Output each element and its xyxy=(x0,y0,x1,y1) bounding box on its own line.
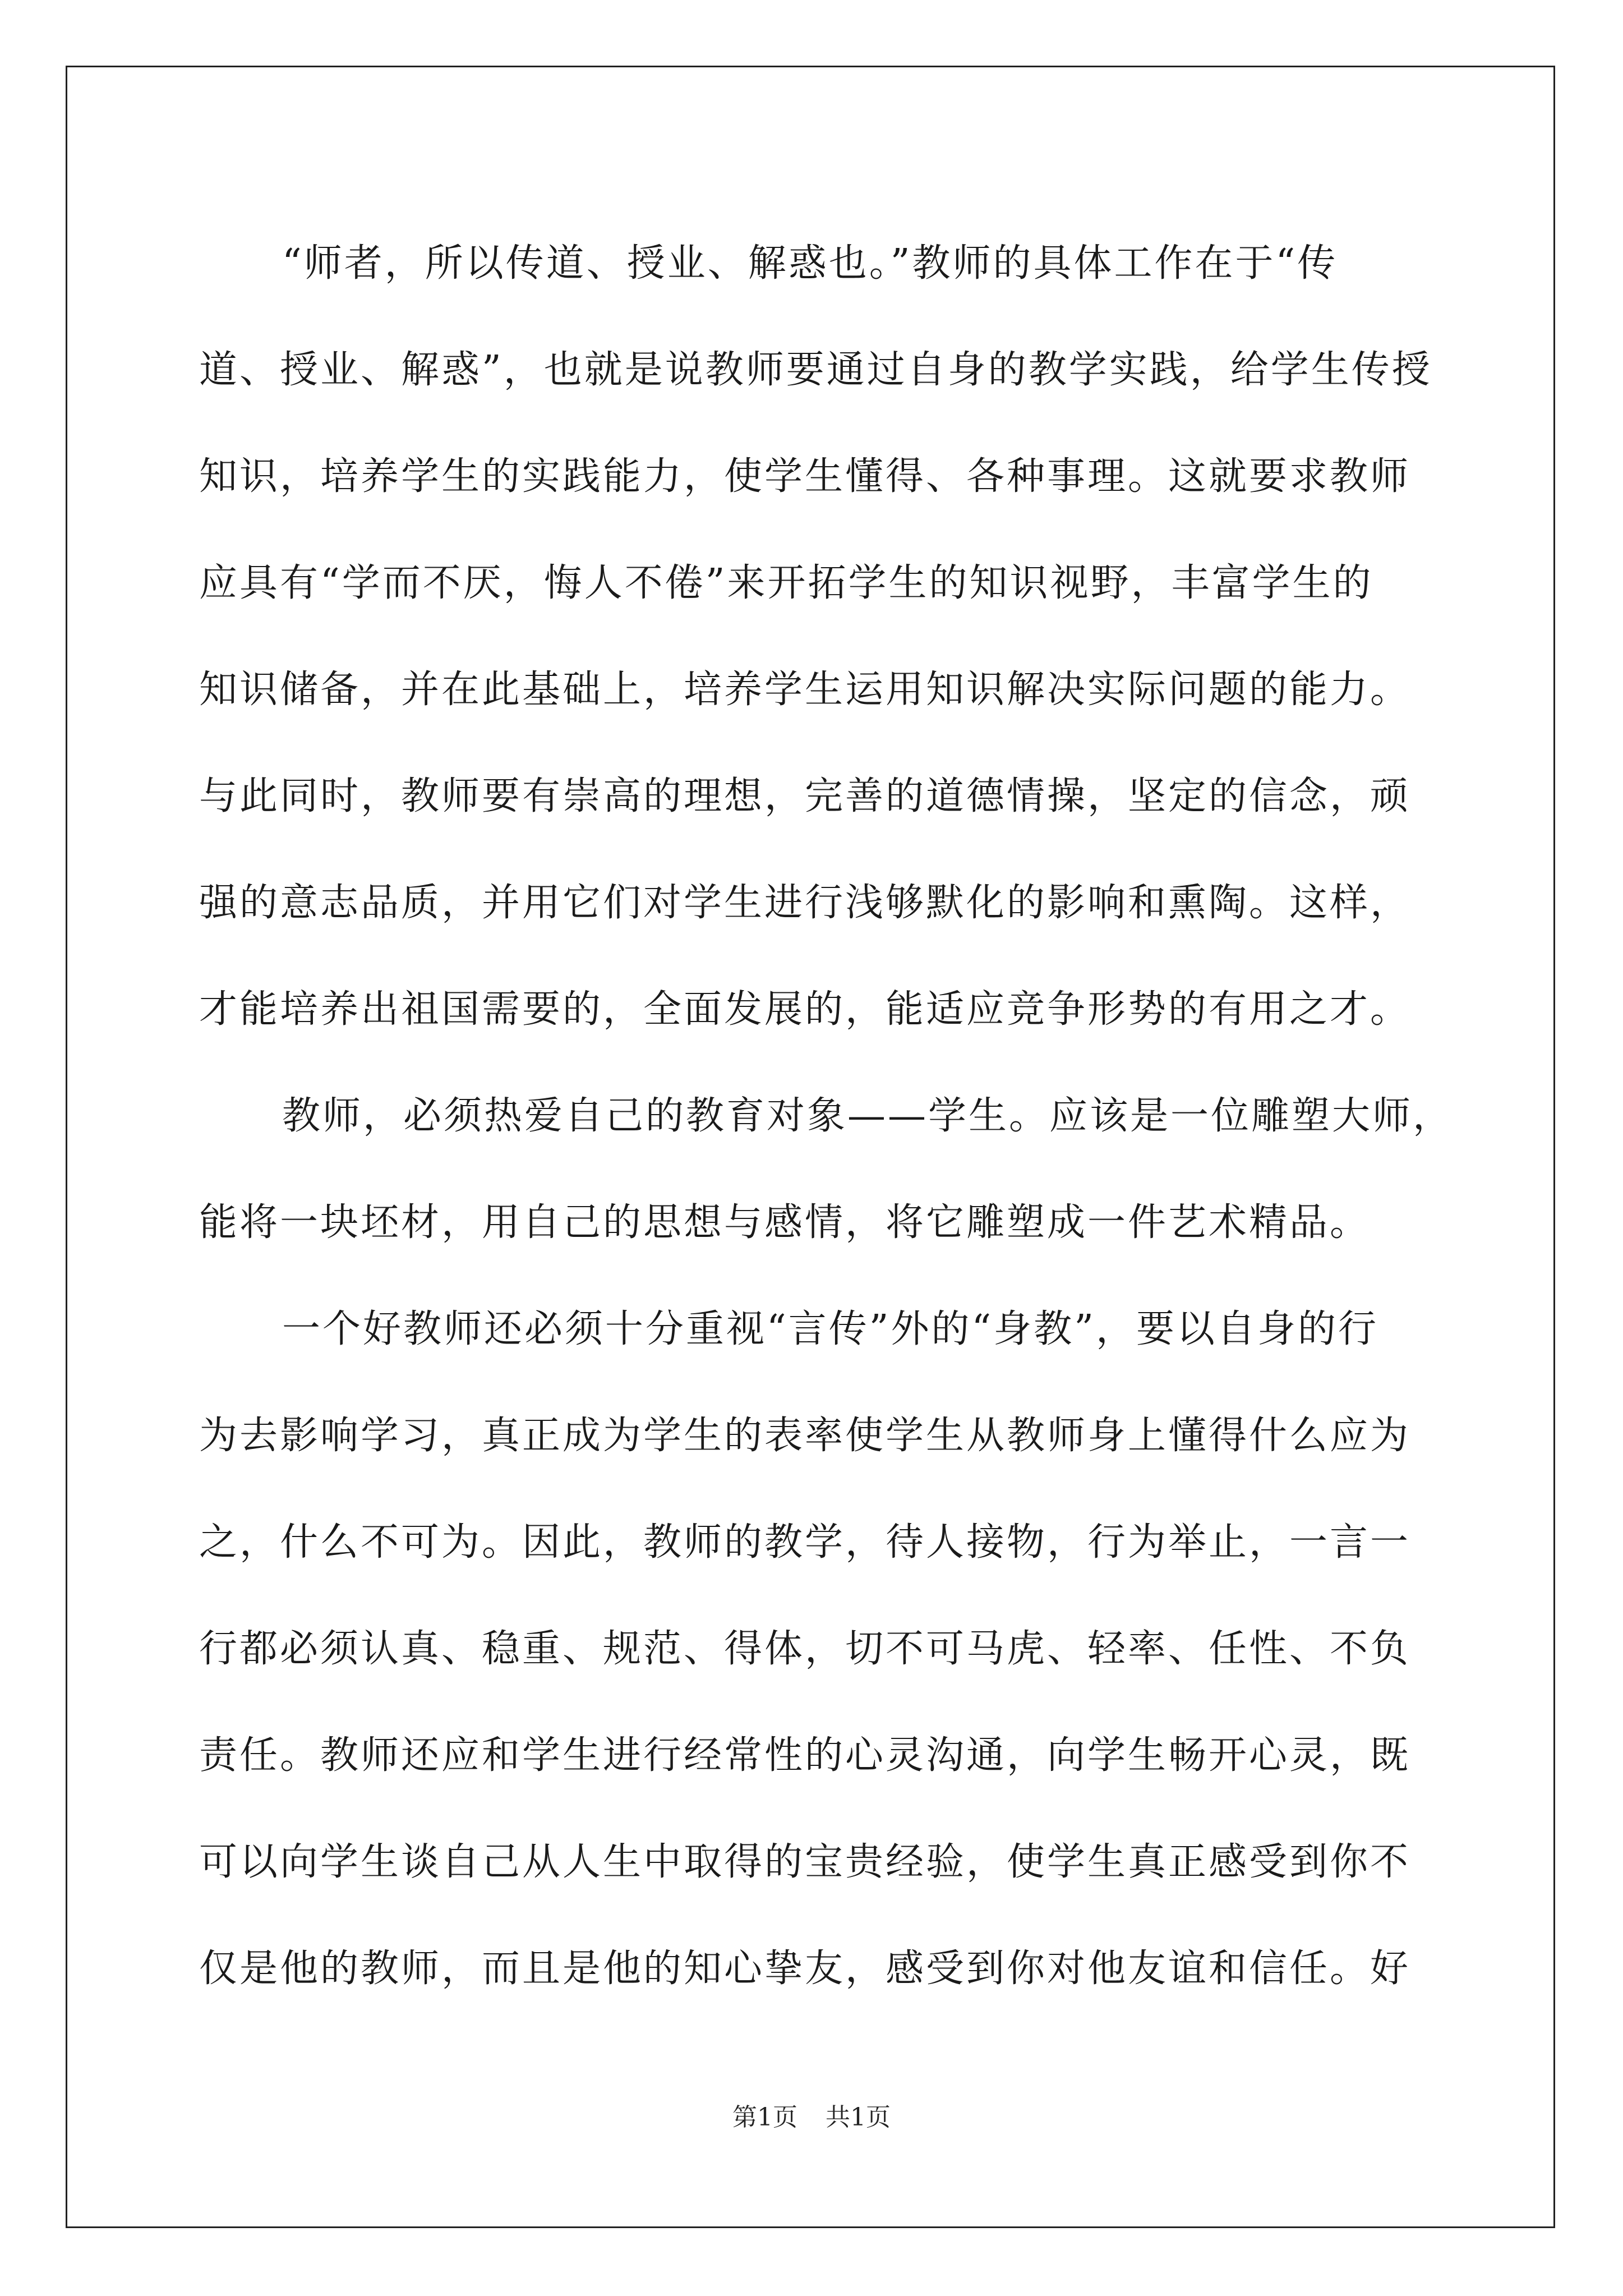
document-body xyxy=(199,210,1454,2022)
text-line: 行都必须认真、稳重、规范、得体，切不可马虎、轻率、任性、不负 xyxy=(199,1627,1411,1671)
text-line: 可以向学生谈自己从人生中取得的宝贵经验，使学生真正感受到你不 xyxy=(199,1840,1411,1884)
text-line: 知识，培养学生的实践能力，使学生懂得、各种事理。这就要求教师 xyxy=(199,454,1411,499)
text-line: 一个好教师还必须十分重视“言传”外的“身教”，要以自身的行 xyxy=(282,1307,1379,1351)
page-total: 共1页 xyxy=(826,2103,891,2132)
page-footer xyxy=(0,2097,1623,2133)
text-line: “师者，所以传道、授业、解惑也。”教师的具体工作在于“传 xyxy=(282,241,1338,286)
text-line: 才能培养出祖国需要的，全面发展的，能适应竞争形势的有用之才。 xyxy=(199,987,1411,1032)
text-line: 道、授业、解惑”，也就是说教师要通过自身的教学实践，给学生传授 xyxy=(199,348,1432,392)
text-line: 应具有“学而不厌，悔人不倦”来开拓学生的知识视野，丰富学生的 xyxy=(199,561,1373,605)
text-line: 之，什么不可为。因此，教师的教学，待人接物，行为举止，一言一 xyxy=(199,1520,1411,1565)
text-line: 责任。教师还应和学生进行经常性的心灵沟通，向学生畅开心灵，既 xyxy=(199,1733,1411,1778)
text-line: 与此同时，教师要有崇高的理想，完善的道德情操，坚定的信念，顽 xyxy=(199,774,1411,818)
text-line: 教师，必须热爱自己的教育对象——学生。应该是一位雕塑大师， xyxy=(282,1094,1454,1138)
text-line: 知识储备，并在此基础上，培养学生运用知识解决实际问题的能力。 xyxy=(199,668,1411,712)
text-line: 能将一块坯材，用自己的思想与感情，将它雕塑成一件艺术精品。 xyxy=(199,1200,1371,1245)
text-line: 仅是他的教师，而且是他的知心挚友，感受到你对他友谊和信任。好 xyxy=(199,1947,1411,1991)
page-number: 第1页 xyxy=(732,2103,797,2132)
text-line: 为去影响学习，真正成为学生的表率使学生从教师身上懂得什么应为 xyxy=(199,1414,1411,1458)
text-line: 强的意志品质，并用它们对学生进行浅够默化的影响和熏陶。这样， xyxy=(199,881,1411,925)
